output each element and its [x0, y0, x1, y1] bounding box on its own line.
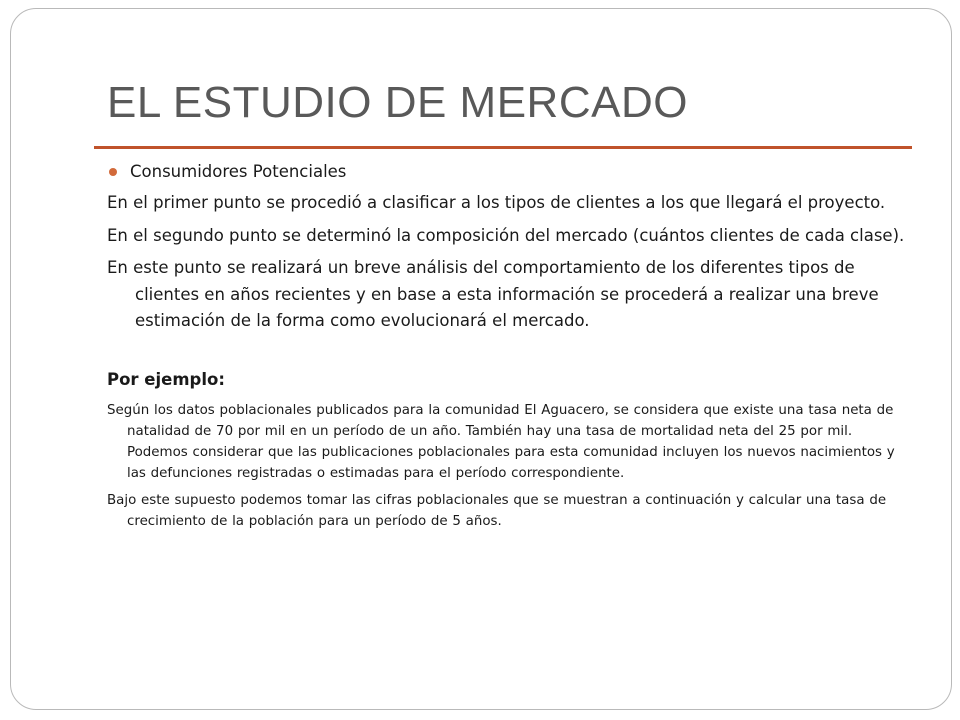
example-paragraph-1: Según los datos poblacionales publicados para la comunidad El Aguacero, se considera que existe una tasa neta de natalidad de 70 por mil en un período de un año. También hay una tasa de mortalidad neta del 25 por mil. Podemos considerar que las publicaciones poblacionales para esta comunidad incluyen los nuevos nacimientos y las defunciones registradas o estimadas para el período correspondiente.: [107, 402, 895, 481]
example-heading: Por ejemplo:: [107, 369, 225, 389]
paragraph-3: En este punto se realizará un breve análisis del comportamiento de los diferentes tipos de clientes en años recientes y en base a esta información se procederá a realizar una breve estimación de la forma como evolucionará el mercado.: [107, 258, 879, 330]
example-paragraph-2: Bajo este supuesto podemos tomar las cifras poblacionales que se muestran a continuación y calcular una tasa de crecimiento de la población para un período de 5 años.: [107, 492, 887, 529]
slide-title: EL ESTUDIO DE MERCADO: [107, 78, 688, 127]
slide-content: [107, 160, 907, 538]
bullet-dot-icon: [109, 168, 117, 176]
bullet-item: [109, 160, 907, 184]
bullet-text: Consumidores Potenciales: [130, 162, 347, 181]
paragraph-2: En el segundo punto se determinó la composición del mercado (cuántos clientes de cada clase).: [107, 225, 905, 245]
paragraph-1: En el primer punto se procedió a clasificar a los tipos de clientes a los que llegará el proyecto.: [107, 193, 886, 212]
title-divider: [94, 146, 912, 149]
